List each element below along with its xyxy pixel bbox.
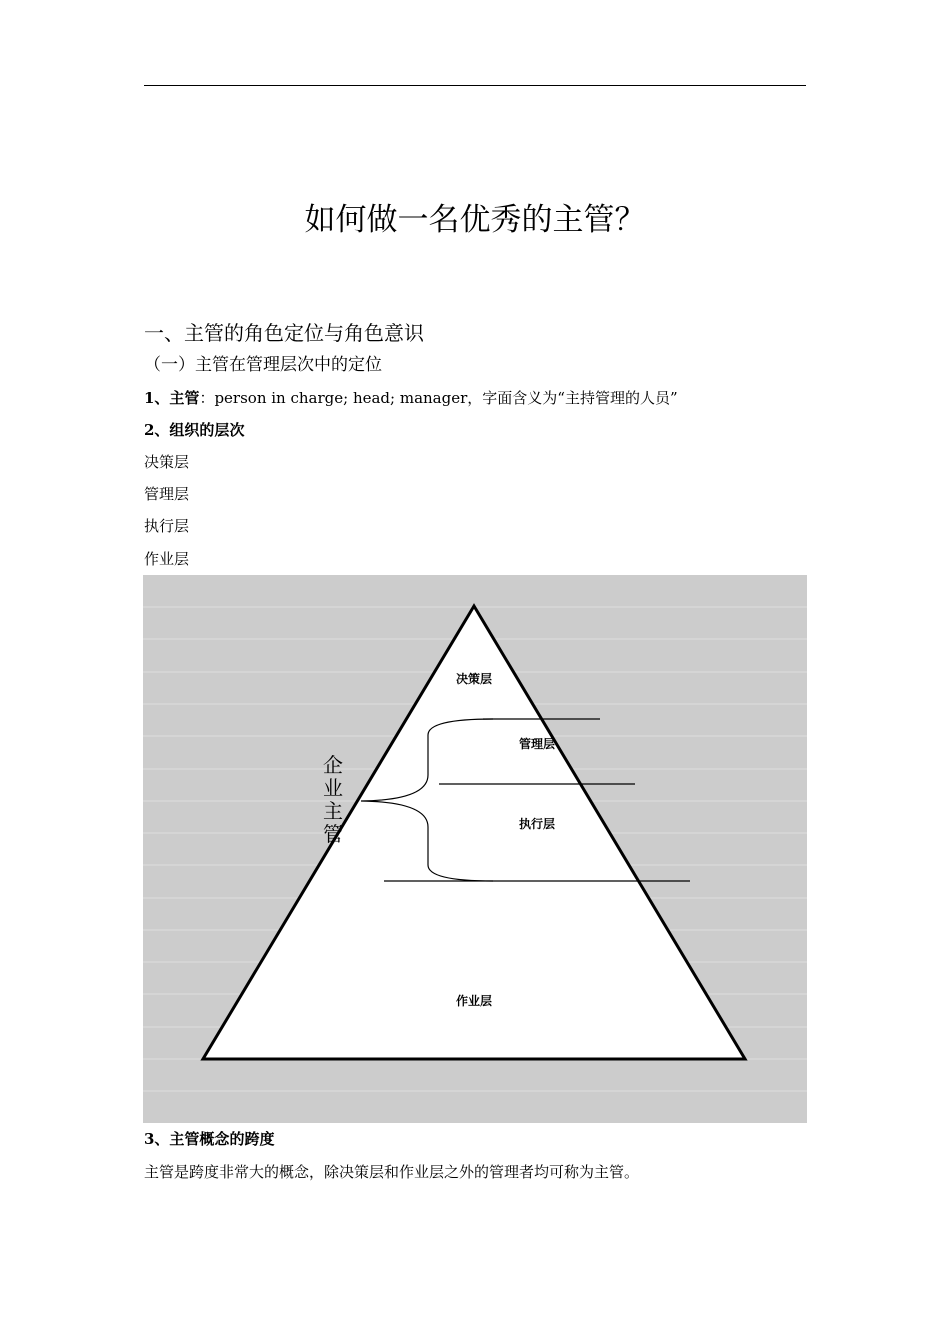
layer-label-operation: 作业层 (455, 994, 493, 1008)
header-rule (144, 85, 806, 86)
layer-label-management: 管理层 (518, 737, 556, 751)
level-management: 管理层 (144, 485, 190, 503)
level-operation: 作业层 (144, 550, 190, 568)
item-1-label: 1、主管 (144, 389, 200, 407)
item-1-text: ：person in charge; head; manager，字面含义为“主持管理的人员” (199, 389, 678, 407)
item-3-heading: 3、主管概念的跨度 (144, 1130, 275, 1148)
layer-label-decision: 决策层 (455, 672, 493, 686)
layer-label-execution: 执行层 (518, 817, 556, 831)
brace-label-char: 业 (323, 776, 343, 800)
brace-label-char: 管 (323, 822, 343, 846)
item-1-paragraph (144, 387, 678, 409)
brace-label-vertical (323, 753, 343, 846)
brace-label-char: 主 (323, 799, 343, 823)
section-heading: 一、主管的角色定位与角色意识 (144, 321, 424, 345)
subsection-heading: （一）主管在管理层次中的定位 (144, 355, 382, 375)
level-execution: 执行层 (144, 517, 190, 535)
item-2-heading: 2、组织的层次 (144, 421, 245, 439)
item-3-text: 主管是跨度非常大的概念，除决策层和作业层之外的管理者均可称为主管。 (144, 1163, 640, 1181)
org-pyramid-diagram (143, 575, 807, 1123)
level-decision: 决策层 (144, 453, 190, 471)
page-title: 如何做一名优秀的主管？ (304, 202, 646, 238)
brace-label-char: 企 (323, 753, 343, 777)
